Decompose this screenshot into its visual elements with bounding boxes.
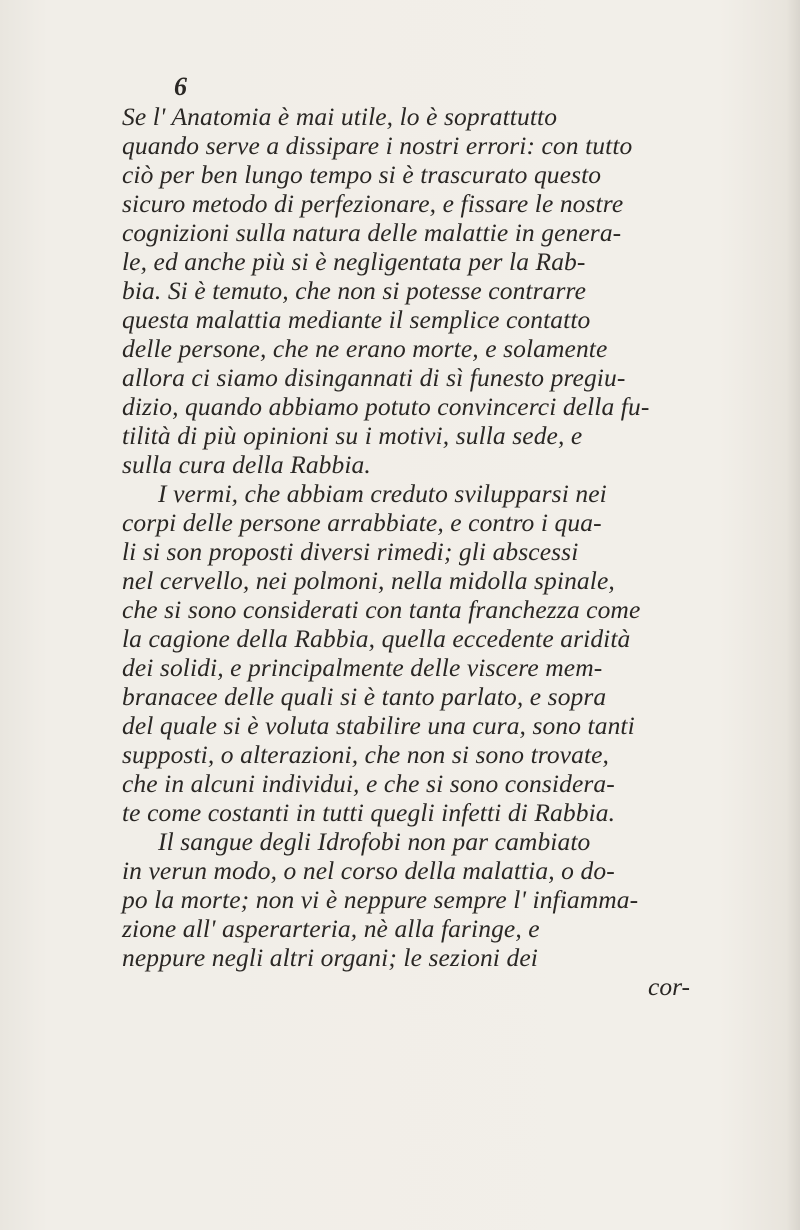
text-line: neppure negli altri organi; le sezioni dei: [122, 943, 538, 972]
text-line: che si sono considerati con tanta franchezza come: [122, 595, 641, 624]
text-line: la cagione della Rabbia, quella eccedente aridità: [122, 624, 631, 653]
paragraph-start-line: I vermi, che abbiam creduto svilupparsi nei: [158, 479, 607, 508]
text-line: cognizioni sulla natura delle malattie in genera-: [122, 218, 622, 247]
text-line: ciò per ben lungo tempo si è trascurato questo: [122, 160, 602, 189]
text-line: in verun modo, o nel corso della malattia, o do-: [122, 856, 615, 885]
text-line: te come costanti in tutti quegli infetti di Rabbia.: [122, 798, 616, 827]
paragraph-start-line: Il sangue degli Idrofobi non par cambiato: [158, 827, 591, 856]
text-line: questa malattia mediante il semplice contatto: [122, 305, 591, 334]
text-line: quando serve a dissipare i nostri errori: con tutto: [122, 131, 633, 160]
text-line: supposti, o alterazioni, che non si sono trovate,: [122, 740, 610, 769]
text-line: branacee delle quali si è tanto parlato, e sopra: [122, 682, 607, 711]
text-line: nel cervello, nei polmoni, nella midolla spinale,: [122, 566, 615, 595]
page-edge-shadow: [786, 0, 800, 1230]
body-text: [122, 102, 762, 1001]
text-line: bia. Si è temuto, che non si potesse contrarre: [122, 276, 586, 305]
text-line: dei solidi, e principalmente delle viscere mem-: [122, 653, 603, 682]
catchword: cor-: [648, 972, 690, 1001]
text-line: tilità di più opinioni su i motivi, sulla sede, e: [122, 421, 583, 450]
text-line: delle persone, che ne erano morte, e solamente: [122, 334, 608, 363]
page-number: 6: [174, 72, 187, 101]
text-line: allora ci siamo disingannati di sì funesto pregiu-: [122, 363, 626, 392]
text-line: del quale si è voluta stabilire una cura, sono tanti: [122, 711, 635, 740]
text-line: dizio, quando abbiamo potuto convincerci della fu-: [122, 392, 650, 421]
text-line: zione all' asperarteria, nè alla faringe, e: [122, 914, 540, 943]
text-line: sulla cura della Rabbia.: [122, 450, 371, 479]
text-line: che in alcuni individui, e che si sono considera-: [122, 769, 615, 798]
text-line: li si son proposti diversi rimedi; gli abscessi: [122, 537, 579, 566]
text-line: sicuro metodo di perfezionare, e fissare le nostre: [122, 189, 624, 218]
text-line: po la morte; non vi è neppure sempre l' infiamma-: [122, 885, 639, 914]
text-line: Se l' Anatomia è mai utile, lo è soprattutto: [122, 102, 558, 131]
text-line: le, ed anche più si è negligentata per la Rab-: [122, 247, 586, 276]
text-line: corpi delle persone arrabbiate, e contro i qua-: [122, 508, 602, 537]
